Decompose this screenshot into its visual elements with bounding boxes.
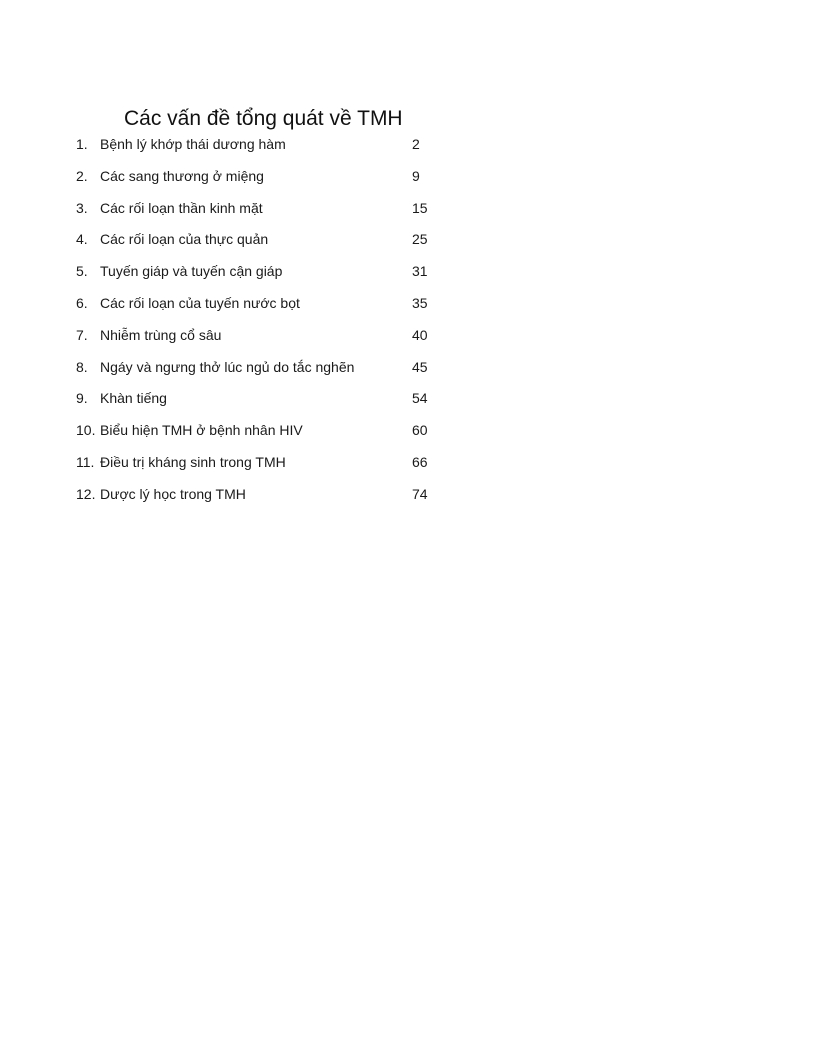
entry-page-number: 35 [412,294,428,311]
entry-title: Khàn tiếng [100,390,167,407]
entry-title: Tuyến giáp và tuyến cận giáp [100,263,283,280]
entry-number: 10. [76,422,96,439]
entry-page-number: 15 [412,199,428,216]
toc-entry [76,384,456,416]
entry-number: 7. [76,326,88,343]
entry-title: Dược lý học trong TMH [100,485,246,502]
toc-entry [76,194,456,226]
entry-number: 5. [76,263,88,280]
toc-entry [76,448,456,480]
toc-entry [76,130,456,162]
toc-entry [76,289,456,321]
toc-list [76,130,456,512]
entry-title: Các rối loạn của thực quản [100,231,269,248]
entry-number: 6. [76,294,88,311]
entry-page-number: 9 [412,167,420,184]
entry-title: Ngáy và ngưng thở lúc ngủ do tắc nghẽn [100,358,355,375]
entry-number: 2. [76,167,88,184]
toc-entry [76,225,456,257]
entry-number: 8. [76,358,88,375]
entry-number: 4. [76,231,88,248]
entry-number: 3. [76,199,88,216]
entry-number: 12. [76,485,96,502]
toc-entry [76,162,456,194]
entry-page-number: 45 [412,358,428,375]
toc-entry [76,257,456,289]
entry-number: 9. [76,390,88,407]
entry-page-number: 25 [412,231,428,248]
entry-page-number: 40 [412,326,428,343]
entry-page-number: 74 [412,485,428,502]
entry-number: 11. [76,453,95,470]
entry-title: Các rối loạn của tuyến nước bọt [100,294,300,311]
toc-entry [76,353,456,385]
entry-title: Điều trị kháng sinh trong TMH [100,453,286,470]
entry-number: 1. [76,136,88,152]
entry-page-number: 31 [412,263,428,280]
toc-entry [76,480,456,512]
toc-entry [76,321,456,353]
entry-page-number: 54 [412,390,428,407]
toc-entry [76,416,456,448]
toc-title: Các vấn đề tổng quát về TMH [124,107,403,130]
entry-title: Nhiễm trùng cổ sâu [100,326,222,343]
entry-page-number: 2 [412,136,420,152]
entry-title: Các rối loạn thần kinh mặt [100,199,263,216]
entry-page-number: 60 [412,422,428,439]
entry-page-number: 66 [412,453,428,470]
entry-title: Bệnh lý khớp thái dương hàm [100,136,286,152]
entry-title: Các sang thương ở miệng [100,167,264,184]
entry-title: Biểu hiện TMH ở bệnh nhân HIV [100,422,303,439]
